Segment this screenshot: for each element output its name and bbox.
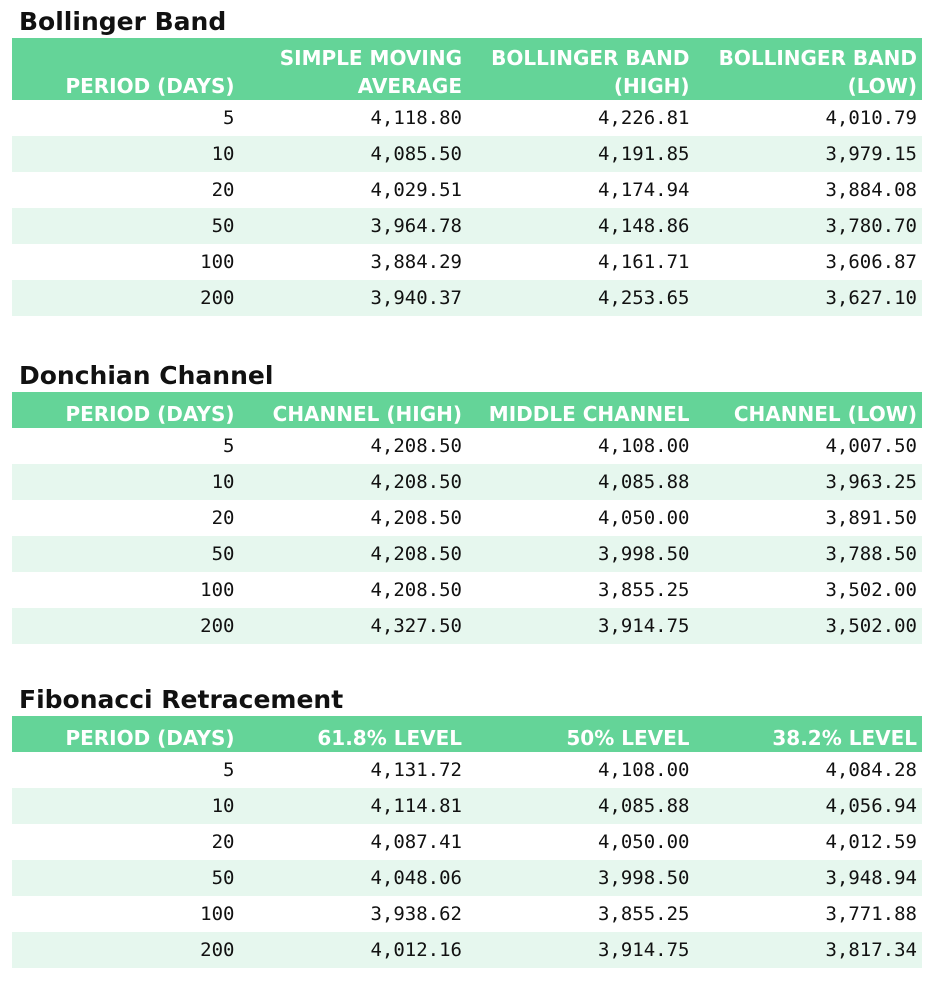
header-level-50: 50% LEVEL [566,726,690,750]
table-cell: 5 [223,435,235,457]
header-period: PERIOD (DAYS) [65,74,235,98]
header-middle-channel: MIDDLE CHANNEL [488,402,690,426]
table-cell: 4,085.50 [370,143,462,165]
table-cell: 3,891.50 [825,507,917,529]
table-row [12,752,922,788]
table-cell: 3,998.50 [597,543,690,565]
table-cell: 3,780.70 [825,215,917,237]
table-cell: 4,050.00 [597,831,690,853]
table-cell: 4,208.50 [370,471,462,493]
header-channel-low: CHANNEL (LOW) [733,402,917,426]
table-row [12,464,922,500]
table-row [12,932,922,968]
table-cell: 4,208.50 [370,435,462,457]
table-cell: 5 [223,107,235,129]
table-cell: 50 [211,543,235,565]
table-cell: 4,161.71 [597,251,690,273]
table-cell: 3,817.34 [825,939,917,961]
table-cell: 4,226.81 [597,107,690,129]
header-level-382: 38.2% LEVEL [772,726,917,750]
table-cell: 3,963.25 [825,471,917,493]
table-row [12,788,922,824]
table-cell: 3,914.75 [597,615,690,637]
table-row [12,824,922,860]
table-cell: 3,940.37 [370,287,462,309]
header-level-618: 61.8% LEVEL [317,726,462,750]
fibonacci-retracement-section [12,684,922,968]
header-row [12,38,922,100]
table-cell: 3,948.94 [825,867,917,889]
table-cell: 3,855.25 [597,579,690,601]
table-cell: 4,010.79 [825,107,917,129]
bollinger-band-table [12,38,922,316]
table-cell: 3,502.00 [825,615,917,637]
table-cell: 4,108.00 [597,759,690,781]
table-row [12,172,922,208]
table-cell: 4,050.00 [597,507,690,529]
table-cell: 4,048.06 [370,867,462,889]
fibonacci-retracement-table [12,716,922,968]
table-cell: 10 [211,471,235,493]
table-cell: 20 [211,179,235,201]
table-cell: 4,208.50 [370,543,462,565]
header-period: PERIOD (DAYS) [65,726,235,750]
header-band-low: BOLLINGER BAND (LOW) [718,46,917,98]
table-cell: 3,627.10 [825,287,917,309]
donchian-channel-section [12,360,922,644]
table-row [12,896,922,932]
table-cell: 200 [200,939,235,961]
table-cell: 100 [200,251,235,273]
table-body [12,100,922,316]
table-header [12,38,922,100]
table-cell: 4,087.41 [370,831,462,853]
table-header [12,716,922,752]
table-cell: 3,788.50 [825,543,917,565]
table-row [12,100,922,136]
table-body [12,428,922,644]
table-cell: 20 [211,831,235,853]
section-title: Bollinger Band [19,7,227,36]
header-row [12,392,922,428]
donchian-channel-table [12,392,922,644]
table-cell: 3,771.88 [825,903,917,925]
header-band-high: BOLLINGER BAND (HIGH) [491,46,690,98]
table-cell: 4,029.51 [370,179,462,201]
table-cell: 3,884.29 [370,251,462,273]
table-cell: 3,998.50 [597,867,690,889]
table-cell: 50 [211,867,235,889]
table-cell: 100 [200,579,235,601]
table-cell: 4,114.81 [370,795,462,817]
table-header [12,392,922,428]
table-cell: 50 [211,215,235,237]
table-cell: 5 [223,759,235,781]
table-cell: 4,191.85 [597,143,690,165]
table-row [12,208,922,244]
table-row [12,572,922,608]
table-row [12,860,922,896]
table-row [12,428,922,464]
table-cell: 20 [211,507,235,529]
table-cell: 3,502.00 [825,579,917,601]
bollinger-band-section [12,6,922,316]
table-cell: 4,208.50 [370,507,462,529]
table-cell: 200 [200,287,235,309]
table-cell: 100 [200,903,235,925]
table-cell: 4,085.88 [597,795,690,817]
table-cell: 4,148.86 [597,215,690,237]
header-channel-high: CHANNEL (HIGH) [272,402,462,426]
table-cell: 4,174.94 [597,179,690,201]
table-row [12,244,922,280]
table-cell: 4,007.50 [825,435,917,457]
table-row [12,536,922,572]
table-cell: 10 [211,795,235,817]
header-row [12,716,922,752]
table-row [12,280,922,316]
table-cell: 10 [211,143,235,165]
table-cell: 4,085.88 [597,471,690,493]
section-title: Donchian Channel [19,361,274,390]
table-cell: 3,606.87 [825,251,917,273]
table-body [12,752,922,968]
table-row [12,500,922,536]
table-cell: 3,884.08 [825,179,917,201]
table-cell: 3,964.78 [370,215,462,237]
table-cell: 4,208.50 [370,579,462,601]
table-cell: 3,914.75 [597,939,690,961]
table-row [12,608,922,644]
table-cell: 4,084.28 [825,759,917,781]
table-cell: 4,118.80 [370,107,462,129]
table-cell: 3,938.62 [370,903,462,925]
table-cell: 4,012.16 [370,939,462,961]
table-cell: 3,979.15 [825,143,917,165]
table-cell: 4,012.59 [825,831,917,853]
header-sma: SIMPLE MOVING AVERAGE [279,46,462,98]
table-cell: 200 [200,615,235,637]
section-title: Fibonacci Retracement [19,685,344,714]
header-period: PERIOD (DAYS) [65,402,235,426]
table-row [12,136,922,172]
table-cell: 4,327.50 [370,615,462,637]
table-cell: 3,855.25 [597,903,690,925]
table-cell: 4,131.72 [370,759,462,781]
table-cell: 4,108.00 [597,435,690,457]
table-cell: 4,253.65 [597,287,690,309]
table-cell: 4,056.94 [825,795,917,817]
